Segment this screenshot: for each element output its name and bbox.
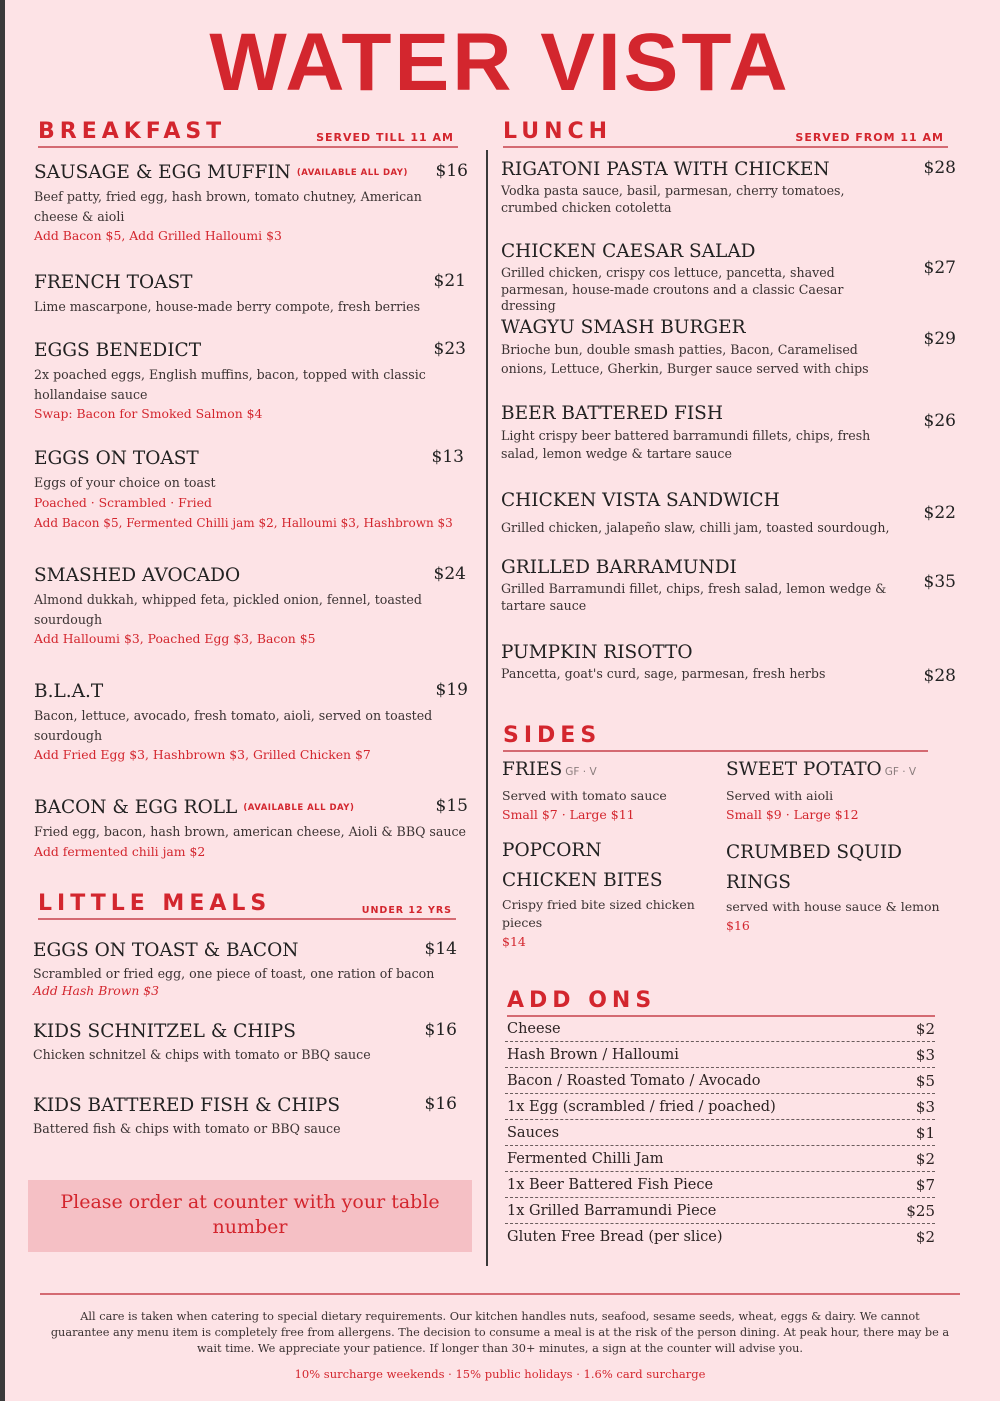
item-description: Scrambled or fried egg, one piece of toast, one ration of bacon (33, 966, 435, 981)
surcharge-notice: 10% surcharge weekends · 15% public holidays · 1.6% card surcharge (294, 1367, 706, 1381)
side-name: POPCORN CHICKEN BITES (502, 840, 663, 891)
item-description: Fried egg, bacon, hash brown, american cheese, Aioli & BBQ sauce (34, 824, 466, 839)
item-description: Grilled Barramundi fillet, chips, fresh salad, lemon wedge & tartare sauce (501, 581, 887, 613)
side-item (502, 755, 712, 825)
little-meals-heading: LITTLE MEALS (38, 891, 272, 916)
menu-item (33, 1020, 457, 1063)
menu-item (34, 796, 468, 862)
lunch-note: SERVED FROM 11 AM (795, 131, 944, 144)
item-price: $15 (435, 796, 468, 816)
item-addons: Add fermented chili jam $2 (34, 843, 206, 859)
little-meals-header (38, 890, 456, 920)
add-ons-list (505, 1016, 935, 1250)
menu-item (501, 402, 956, 463)
menu-item (501, 641, 956, 686)
addon-price: $2 (915, 1150, 935, 1168)
footer-rule (40, 1293, 960, 1295)
item-description: Grilled chicken, crispy cos lettuce, pancetta, shaved parmesan, house-made croutons and a classic Caesar dressing (501, 265, 844, 313)
item-addons: Add Bacon $5, Add Grilled Halloumi $3 (34, 228, 282, 243)
addon-row (505, 1146, 935, 1172)
left-edge-bar (0, 0, 5, 1401)
swap-label: Swap: (34, 406, 73, 421)
lunch-heading: LUNCH (503, 119, 613, 144)
side-item (726, 838, 946, 936)
item-name: PUMPKIN RISOTTO (501, 642, 693, 663)
side-description: Served with tomato sauce (502, 788, 667, 803)
item-addons: Bacon for Smoked Salmon $4 (76, 406, 263, 421)
restaurant-title: WATER VISTA (209, 17, 791, 108)
addon-row (505, 1224, 935, 1250)
item-description: 2x poached eggs, English muffins, bacon, topped with classic hollandaise sauce (34, 367, 426, 402)
addon-row (505, 1016, 935, 1042)
item-description: Light crispy beer battered barramundi fillets, chips, fresh salad, lemon wedge & tartare sauce (501, 428, 871, 461)
addon-name: Fermented Chilli Jam (507, 1151, 664, 1167)
item-name: FRENCH TOAST (34, 272, 193, 293)
item-tag: (AVAILABLE ALL DAY) (243, 803, 355, 813)
item-name: SAUSAGE & EGG MUFFIN (34, 162, 291, 183)
item-name: BEER BATTERED FISH (501, 403, 723, 424)
menu-item (34, 271, 466, 317)
dietary-tag: GF · V (565, 766, 597, 778)
addon-row (505, 1120, 935, 1146)
addon-price: $3 (915, 1046, 935, 1064)
item-name: SMASHED AVOCADO (34, 565, 241, 586)
menu-item (34, 680, 468, 765)
addon-name: Gluten Free Bread (per slice) (507, 1229, 723, 1245)
item-addons: Add Halloumi $3, Poached Egg $3, Bacon $5 (34, 631, 316, 646)
side-name: SWEET POTATO (726, 759, 882, 780)
item-description: Grilled chicken, jalapeño slaw, chilli jam, toasted sourdough, (501, 520, 890, 535)
breakfast-note: SERVED TILL 11 AM (316, 131, 454, 144)
menu-item (501, 158, 956, 216)
side-description: served with house sauce & lemon (726, 899, 940, 914)
addon-name: Cheese (507, 1021, 561, 1037)
add-ons-heading: ADD ONS (507, 988, 657, 1013)
addon-name: 1x Egg (scrambled / fried / poached) (507, 1099, 776, 1115)
little-meals-note: UNDER 12 YRS (361, 905, 452, 916)
item-price: $13 (431, 447, 464, 467)
item-description: Lime mascarpone, house-made berry compote, fresh berries (34, 299, 421, 314)
sides-rule (503, 750, 928, 752)
item-name: BACON & EGG ROLL (34, 797, 238, 818)
menu-item (34, 161, 468, 246)
item-price: $26 (923, 411, 956, 431)
side-price: Small $9 · Large $12 (726, 807, 859, 822)
add-ons-header (507, 983, 935, 1017)
menu-item (34, 447, 464, 533)
side-price: Small $7 · Large $11 (502, 807, 635, 822)
dietary-tag: GF · V (884, 766, 917, 778)
item-description: Brioche bun, double smash patties, Bacon, Caramelised onions, Lettuce, Gherkin, Burger sauce served with chips (501, 342, 869, 376)
item-description: Battered fish & chips with tomato or BBQ sauce (33, 1121, 341, 1136)
addon-price: $2 (915, 1228, 935, 1246)
item-options: Poached · Scrambled · Fried (34, 494, 212, 510)
column-divider (486, 150, 488, 1266)
item-name: KIDS BATTERED FISH & CHIPS (33, 1095, 341, 1116)
item-name: EGGS BENEDICT (34, 340, 202, 361)
side-price: $16 (726, 918, 750, 933)
item-price: $23 (433, 339, 466, 359)
breakfast-heading: BREAKFAST (38, 119, 227, 144)
item-addons: Add Bacon $5, Fermented Chilli jam $2, Halloumi $3, Hashbrown $3 (34, 515, 453, 530)
breakfast-rule (38, 146, 458, 148)
item-description: Bacon, lettuce, avocado, fresh tomato, aioli, served on toasted sourdough (34, 708, 433, 743)
menu-item (501, 556, 956, 614)
item-price: $21 (433, 271, 466, 291)
side-item (502, 836, 702, 952)
item-addons: Add Hash Brown $3 (33, 983, 159, 998)
item-name: EGGS ON TOAST (34, 448, 199, 469)
item-name: CHICKEN VISTA SANDWICH (501, 490, 780, 511)
item-price: $19 (435, 680, 468, 700)
item-price: $28 (923, 158, 956, 178)
item-name: RIGATONI PASTA WITH CHICKEN (501, 159, 830, 180)
item-name: B.L.A.T (34, 681, 104, 702)
item-description: Almond dukkah, whipped feta, pickled onion, fennel, toasted sourdough (34, 592, 422, 627)
side-name: FRIES (502, 759, 563, 780)
item-price: $22 (923, 503, 956, 523)
addon-row (505, 1068, 935, 1094)
item-name: KIDS SCHNITZEL & CHIPS (33, 1021, 296, 1042)
item-price: $27 (923, 258, 956, 278)
item-price: $28 (923, 666, 956, 686)
menu-item (33, 1094, 457, 1137)
side-item (726, 755, 946, 825)
addon-row (505, 1042, 935, 1068)
item-name: CHICKEN CAESAR SALAD (501, 241, 756, 262)
item-description: Vodka pasta sauce, basil, parmesan, cherry tomatoes, crumbed chicken cotoletta (501, 183, 845, 215)
addon-name: 1x Grilled Barramundi Piece (507, 1203, 717, 1219)
item-description: Eggs of your choice on toast (34, 475, 216, 490)
addon-price: $7 (915, 1176, 935, 1194)
addon-name: Sauces (507, 1125, 560, 1141)
addon-row (505, 1172, 935, 1198)
side-price: $14 (502, 934, 526, 949)
allergen-notice: All care is taken when catering to special dietary requirements. Our kitchen handles nuts, seafood, sesame seeds, wheat, eggs & dairy. We cannot guarantee any menu item is completely free from allergens. The decision to consume a meal is at the risk of the person dining. At peak hour, there may be a wait time. We appreciate your patience. If longer than 30+ minutes, a sign at the counter will advise you. (50, 1310, 950, 1355)
item-price: $16 (435, 161, 468, 181)
menu-item (501, 316, 956, 378)
item-tag: (AVAILABLE ALL DAY) (296, 168, 408, 178)
item-name: GRILLED BARRAMUNDI (501, 557, 737, 578)
menu-item (501, 240, 956, 315)
item-addons: Add Fried Egg $3, Hashbrown $3, Grilled Chicken $7 (34, 747, 371, 762)
side-name: CRUMBED SQUID RINGS (726, 842, 903, 893)
addon-price: $2 (915, 1020, 935, 1038)
item-price: $14 (424, 939, 457, 959)
menu-item (501, 489, 956, 537)
menu-item (34, 339, 466, 424)
lunch-rule (503, 146, 948, 148)
little-meals-rule (38, 918, 456, 920)
item-price: $16 (424, 1094, 457, 1114)
item-price: $24 (433, 564, 466, 584)
item-name: EGGS ON TOAST & BACON (33, 940, 299, 961)
menu-item (34, 564, 466, 649)
menu-item (33, 939, 457, 1000)
item-price: $16 (424, 1020, 457, 1040)
addon-price: $1 (915, 1124, 935, 1142)
side-description: Served with aioli (726, 788, 834, 803)
sides-header (503, 710, 928, 752)
order-at-counter-note: Please order at counter with your table number (28, 1180, 472, 1252)
item-description: Beef patty, fried egg, hash brown, tomato chutney, American cheese & aioli (34, 189, 422, 224)
addon-row (505, 1094, 935, 1120)
addon-price: $25 (906, 1202, 935, 1220)
addon-name: Hash Brown / Halloumi (507, 1047, 679, 1063)
side-description: Crispy fried bite sized chicken pieces (502, 897, 695, 930)
addon-name: 1x Beer Battered Fish Piece (507, 1177, 714, 1193)
item-price: $35 (923, 572, 956, 592)
item-description: Pancetta, goat's curd, sage, parmesan, fresh herbs (501, 666, 826, 681)
item-price: $29 (923, 329, 956, 349)
addon-price: $3 (915, 1098, 935, 1116)
item-description: Chicken schnitzel & chips with tomato or BBQ sauce (33, 1047, 371, 1062)
addon-price: $5 (915, 1072, 935, 1090)
breakfast-header (38, 118, 458, 148)
addon-name: Bacon / Roasted Tomato / Avocado (507, 1073, 761, 1089)
sides-heading: SIDES (503, 723, 602, 748)
addon-row (505, 1198, 935, 1224)
item-name: WAGYU SMASH BURGER (501, 317, 746, 338)
lunch-header (503, 118, 948, 148)
